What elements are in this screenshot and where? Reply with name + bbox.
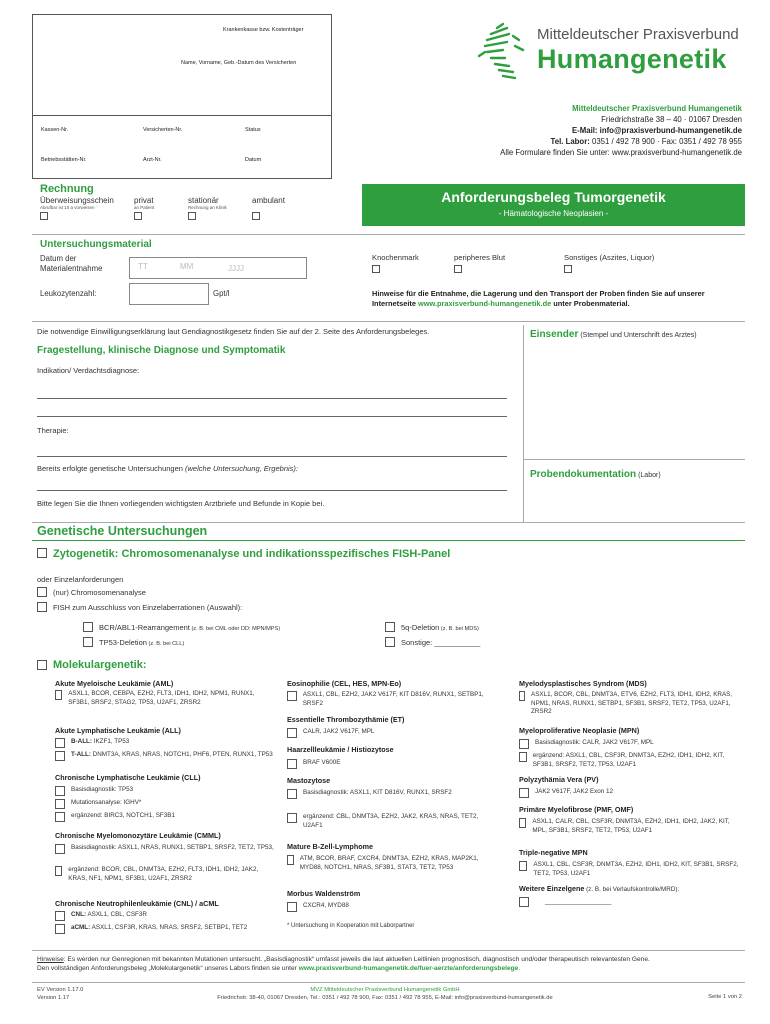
- del5q-label: 5q-Deletion (z. B. bei MDS): [401, 622, 479, 632]
- eos-title: Eosinophilie (CEL, HES, MPN-Eo): [287, 679, 402, 688]
- tn-checkbox[interactable]: [519, 861, 527, 871]
- genetic-title: Genetische Untersuchungen: [37, 524, 208, 538]
- tall-genes: T-ALL: DNMT3A, KRAS, NRAS, NOTCH1, PHF6, PTEN, RUNX1, TP53: [71, 751, 273, 758]
- eos-genes: ASXL1, CBL, EZH2, JAK2 V617F, KIT D816V, RUNX1, SETBP1, SRSF2: [302, 691, 484, 707]
- cll-ergaenzend-checkbox[interactable]: [55, 812, 65, 822]
- billing-ueberweisung: Überweisungsschein: [40, 196, 114, 205]
- type-sonstiges-checkbox[interactable]: [564, 265, 572, 273]
- hcl-title: Haarzellleukämie / Histiozytose: [287, 745, 394, 754]
- material-hint: Hinweise für die Entnahme, die Lagerung und den Transport der Proben finden Sie auf unserer Internetseite www.praxisverbund-humangenetik.de unter Probenmaterial.: [372, 289, 705, 308]
- contact-forms: Alle Formulare finden Sie unter: www.praxisverbund-humangenetik.de: [500, 148, 742, 157]
- leuko-label: Leukozytenzahl:: [40, 289, 97, 298]
- mds-genes: ASXL1, BCOR, CBL, DNMT3A, ETV6, EZH2, FLT3, IDH1, IDH2, KRAS, NPM1, NRAS, RUNX1, SETBP1, SF3B1, SRSF2, TET2, TP53, U2AF1, ZRSR2: [531, 691, 733, 715]
- footer-version-label: Version 1.17: [37, 995, 70, 1001]
- mpn-title: Myeloproliferative Neoplasie (MPN): [519, 726, 640, 735]
- pv-title: Polyzythämia Vera (PV): [519, 775, 599, 784]
- cmml-title: Chronische Myelomonozytäre Leukämie (CMML): [55, 831, 221, 840]
- footer-mvz: MVZ Mitteldeutscher Praxisverbund Humangenetik GmbH: [310, 987, 460, 993]
- mds-checkbox[interactable]: [519, 691, 525, 701]
- further-input-line[interactable]: ___________________: [545, 897, 612, 905]
- et-genes: CALR, JAK2 V617F, MPL: [303, 728, 375, 735]
- pv-genes: JAK2 V617F, JAK2 Exon 12: [535, 788, 614, 795]
- tp53-label: TP53-Deletion (z. B. bei CLL): [99, 637, 185, 647]
- further-checkbox[interactable]: [519, 897, 529, 907]
- cll-ergaenzend-genes: ergänzend: BIRC3, NOTCH1, SF3B1: [71, 812, 175, 819]
- all-title: Akute Lymphatische Leukämie (ALL): [55, 726, 181, 735]
- ball-checkbox[interactable]: [55, 738, 65, 748]
- bcell-genes: ATM, BCOR, BRAF, CXCR4, DNMT3A, EZH2, KRAS, MAP2K1, MYD88, NOTCH1, NRAS, SF3B1, STAT3, TET2, TP53: [299, 855, 479, 871]
- masto-ergaenzend-checkbox[interactable]: [287, 813, 297, 823]
- cnl-title: Chronische Neutrophilenleukämie (CNL) / aCML: [55, 899, 219, 908]
- tall-checkbox[interactable]: [55, 751, 65, 761]
- proben-box: [523, 460, 745, 522]
- betriebsstaetten-label: Betriebsstätten-Nr.: [41, 157, 87, 163]
- mpn-basis-genes: Basisdiagnostik: CALR, JAK2 V617F, MPL: [535, 739, 654, 746]
- bcr-label: BCR/ABL1-Rearrangement (z. B. bei CML oder DD: MPN/MPS): [99, 622, 281, 632]
- acml-genes: aCML: ASXL1, CSF3R, KRAS, NRAS, SRSF2, SETBP1, TET2: [71, 924, 248, 931]
- contact-street: Friedrichstraße 38 – 40 · 01067 Dresden: [601, 115, 742, 124]
- leuko-unit: Gpt/l: [213, 289, 230, 298]
- chrom-only-label: (nur) Chromosomenanalyse: [53, 587, 146, 597]
- consent-note: Die notwendige Einwilligungserklärung laut Gendiagnostikgesetz finden Sie auf der 2. Seite des Anforderungsbeleges.: [37, 327, 430, 336]
- kassen-nr-label: Kassen-Nr.: [41, 127, 69, 133]
- fish-label: FISH zum Ausschluss von Einzelaberrationen (Auswahl):: [53, 602, 243, 612]
- name-label: Name, Vorname, Geb.-Datum des Versicherten: [181, 60, 297, 66]
- masto-basis-checkbox[interactable]: [287, 789, 297, 799]
- billing-stationaer-note: Rechnung an Klinik: [188, 205, 227, 210]
- pmf-checkbox[interactable]: [519, 818, 526, 828]
- sonstige-label: Sonstige: ___________: [401, 637, 481, 647]
- footer-addr: Friedrichstr. 38-40, 01067 Dresden, Tel.: 0351 / 492 78 900, Fax: 0351 / 492 78 955, E-Mail: info@praxisverbund-humangenetik.de: [217, 995, 553, 1001]
- aml-genes: ASXL1, BCOR, CEBPA, EZH2, FLT3, IDH1, IDH2, NPM1, RUNX1, SF3B1, SRSF2, STAG2, TP53, U2AF1, ZRSR2: [68, 690, 255, 706]
- footnote: * Untersuchung in Kooperation mit Laborpartner: [287, 923, 415, 929]
- krankenkasse-label: Krankenkasse bzw. Kostenträger: [223, 27, 304, 33]
- footer-center: [170, 986, 600, 1002]
- type-sonstiges: Sonstiges (Aszites, Liquor): [564, 253, 655, 262]
- leuko-input[interactable]: [129, 283, 209, 305]
- billing-ambulant-checkbox[interactable]: [252, 212, 260, 220]
- material-date-label: Datum der Materialentnahme: [40, 254, 103, 273]
- material-section: [32, 234, 745, 319]
- hcl-genes: BRAF V600E: [303, 759, 341, 766]
- mds-title: Myelodysplastisches Syndrom (MDS): [519, 679, 647, 688]
- eos-checkbox[interactable]: [287, 691, 297, 701]
- further-title: Weitere Einzelgene (z. B. bei Verlaufskontrolle/MRD):: [519, 884, 680, 893]
- footer-page: Seite 1 von 2: [708, 994, 742, 1000]
- billing-privat-checkbox[interactable]: [134, 212, 142, 220]
- mpn-basis-checkbox[interactable]: [519, 739, 529, 749]
- cmml-ergaenzend-genes: ergänzend: BCOR, CBL, DNMT3A, EZH2, FLT3, IDH1, IDH2, JAK2, KRAS, NF1, NPM1, SF3B1, U2AF1, ZRSR2: [68, 866, 259, 882]
- cmml-basis-genes: Basisdiagnostik: ASXL1, NRAS, RUNX1, SETBP1, SRSF2, TET2, TP53,: [71, 844, 274, 851]
- wald-checkbox[interactable]: [287, 902, 297, 912]
- single-label: oder Einzelanforderungen: [37, 575, 124, 584]
- cnl-checkbox[interactable]: [55, 911, 65, 921]
- fish-checkbox[interactable]: [37, 602, 47, 612]
- mpn-ergaenzend-genes: ergänzend: ASXL1, CBL, CSF3R, DNMT3A, EZH2, IDH1, IDH2, KIT, SF3B1, SRSF2, TET2, TP53, U2AF1: [532, 752, 725, 768]
- billing-stationaer-checkbox[interactable]: [188, 212, 196, 220]
- bcell-checkbox[interactable]: [287, 855, 294, 865]
- mpn-ergaenzend-checkbox[interactable]: [519, 752, 527, 762]
- therapy-label: Therapie:: [37, 426, 69, 435]
- material-date-field[interactable]: [129, 257, 307, 279]
- indication-label: Indikation/ Verdachtsdiagnose:: [37, 366, 140, 375]
- date-mm: MM: [180, 262, 194, 271]
- cyto-label: Zytogenetik: Chromosomenanalyse und indikationsspezifisches FISH-Panel: [53, 548, 451, 560]
- masto-basis-genes: Basisdiagnostik: ASXL1, KIT D816V, RUNX1, SRSF2: [303, 789, 452, 796]
- billing-stationaer: stationär: [188, 196, 219, 205]
- ball-genes: B-ALL: IKZF1, TP53: [71, 738, 130, 745]
- prior-label: Bereits erfolgte genetische Untersuchungen (welche Untersuchung, Ergebnis):: [37, 464, 298, 473]
- et-checkbox[interactable]: [287, 728, 297, 738]
- bottom-hint-link[interactable]: www.praxisverbund-humangenetik.de/fuer-aerzte/anforderungsbelege: [298, 965, 519, 972]
- wald-title: Morbus Waldenström: [287, 889, 361, 898]
- billing-ueberweisung-checkbox[interactable]: [40, 212, 48, 220]
- banner-title: Anforderungsbeleg Tumorgenetik: [441, 189, 666, 205]
- pmf-genes: ASXL1, CALR, CBL, CSF3R, DNMT3A, EZH2, IDH1, IDH2, JAK2, KIT, MPL, SF3B1, SRSF2, TET2, TP53, U2AF1: [532, 818, 730, 834]
- bcell-title: Mature B-Zell-Lymphome: [287, 842, 373, 851]
- cll-ighv-checkbox[interactable]: [55, 799, 65, 809]
- material-hint-link[interactable]: www.praxisverbund-humangenetik.de: [418, 299, 552, 308]
- masto-title: Mastozytose: [287, 776, 331, 785]
- date-tt: TT: [138, 262, 148, 271]
- chrom-only-checkbox[interactable]: [37, 587, 47, 597]
- logo: [475, 22, 745, 82]
- footer-ev: EV Version 1.17.0: [37, 987, 84, 993]
- billing-title: Rechnung: [40, 183, 94, 195]
- footer-version: [37, 986, 83, 1002]
- material-title: Untersuchungsmaterial: [40, 239, 152, 250]
- sonstige-checkbox[interactable]: [385, 637, 395, 647]
- acml-checkbox[interactable]: [55, 924, 65, 934]
- billing-privat: privat: [134, 196, 154, 205]
- arzt-nr-label: Arzt-Nr.: [143, 157, 162, 163]
- billing-privat-note: an Patient: [134, 205, 155, 210]
- bottom-hint: Hinweise: Es werden nur Genregionen mit bekannten Mutationen untersucht. „Basisdiagnostik“ umfasst jeweils die laut aktuellen Leitlinien prognostisch, diagnostisch und/oder therapeutisch relevantesten Gene. Den vollständigen Anforderungsbeleg „Molekulargenetik“ unseres Labors finden sie unter www.praxisverbund-humangenetik.de/fuer-aerzte/anforderungsbelege.: [37, 956, 650, 972]
- einsender-box: [523, 325, 745, 460]
- contact-block: [402, 103, 742, 158]
- billing-ueberweisung-note: Abrufbar ist 10 a vorweisen: [40, 205, 95, 210]
- hcl-checkbox[interactable]: [287, 759, 297, 769]
- masto-ergaenzend-genes: ergänzend: CBL, DNMT3A, EZH2, JAK2, KRAS, NRAS, TET2, U2AF1: [302, 813, 479, 829]
- pmf-title: Primäre Myelofibrose (PMF, OMF): [519, 805, 634, 814]
- question-title: Fragestellung, klinische Diagnose und Symptomatik: [37, 345, 286, 356]
- date-jjjj: JJJJ: [228, 264, 244, 273]
- form-banner: [362, 184, 745, 226]
- wald-genes: CXCR4, MYD88: [303, 902, 349, 909]
- cyto-checkbox[interactable]: [37, 548, 47, 558]
- versicherten-nr-label: Versicherten-Nr.: [143, 127, 183, 133]
- proben-title: Probendokumentation: [530, 469, 637, 480]
- cmml-basis-checkbox[interactable]: [55, 844, 65, 854]
- cll-title: Chronische Lymphatische Leukämie (CLL): [55, 773, 201, 782]
- contact-tel: Tel. Labor: 0351 / 492 78 900 · Fax: 0351 / 492 78 955: [550, 137, 742, 146]
- del5q-checkbox[interactable]: [385, 622, 395, 632]
- dna-logo-icon: [475, 22, 535, 82]
- type-knochenmark-checkbox[interactable]: [372, 265, 380, 273]
- cnl-genes: CNL: ASXL1, CBL, CSF3R: [71, 911, 147, 918]
- contact-email: E-Mail: info@praxisverbund-humangenetik.de: [571, 126, 742, 135]
- cll-ighv-genes: Mutationsanalyse: IGHV*: [71, 799, 142, 806]
- status-label: Status: [245, 127, 261, 133]
- einsender-title: Einsender: [530, 329, 579, 340]
- molecular-label: Molekulargenetik:: [53, 659, 147, 671]
- billing-section: [32, 180, 332, 226]
- type-blut: peripheres Blut: [454, 253, 506, 262]
- aml-title: Akute Myeloische Leukämie (AML): [55, 679, 174, 688]
- einsender-note: (Stempel und Unterschrift des Arztes): [580, 332, 697, 339]
- pv-checkbox[interactable]: [519, 788, 529, 798]
- bcr-checkbox[interactable]: [83, 622, 93, 632]
- cll-basis-genes: Basisdiagnostik: TP53: [71, 786, 134, 793]
- datum-label: Datum: [245, 157, 262, 163]
- banner-subtitle: - Hämatologische Neoplasien -: [498, 209, 609, 218]
- reports-note: Bitte legen Sie die Ihnen vorliegenden wichtigsten Arztbriefe und Befunde in Kopie bei.: [37, 499, 325, 508]
- insurance-box: [32, 14, 332, 179]
- cll-basis-checkbox[interactable]: [55, 786, 65, 796]
- contact-org: Mitteldeutscher Praxisverbund Humangenetik: [572, 104, 742, 113]
- tp53-checkbox[interactable]: [83, 637, 93, 647]
- molecular-checkbox[interactable]: [37, 660, 47, 670]
- proben-note: (Labor): [638, 472, 661, 479]
- type-knochenmark: Knochenmark: [372, 253, 419, 262]
- et-title: Essentielle Thrombozythämie (ET): [287, 715, 405, 724]
- logo-line2: Humangenetik: [537, 44, 727, 74]
- type-blut-checkbox[interactable]: [454, 265, 462, 273]
- logo-line1: Mitteldeutscher Praxisverbund: [537, 26, 739, 43]
- billing-ambulant: ambulant: [252, 196, 285, 205]
- aml-checkbox[interactable]: [55, 690, 62, 700]
- tn-title: Triple-negative MPN: [519, 848, 588, 857]
- tn-genes: ASXL1, CBL, CSF3R, DNMT3A, EZH2, IDH1, IDH2, KIT, SF3B1, SRSF2, TET2, TP53, U2AF1: [533, 861, 739, 877]
- cmml-ergaenzend-checkbox[interactable]: [55, 866, 62, 876]
